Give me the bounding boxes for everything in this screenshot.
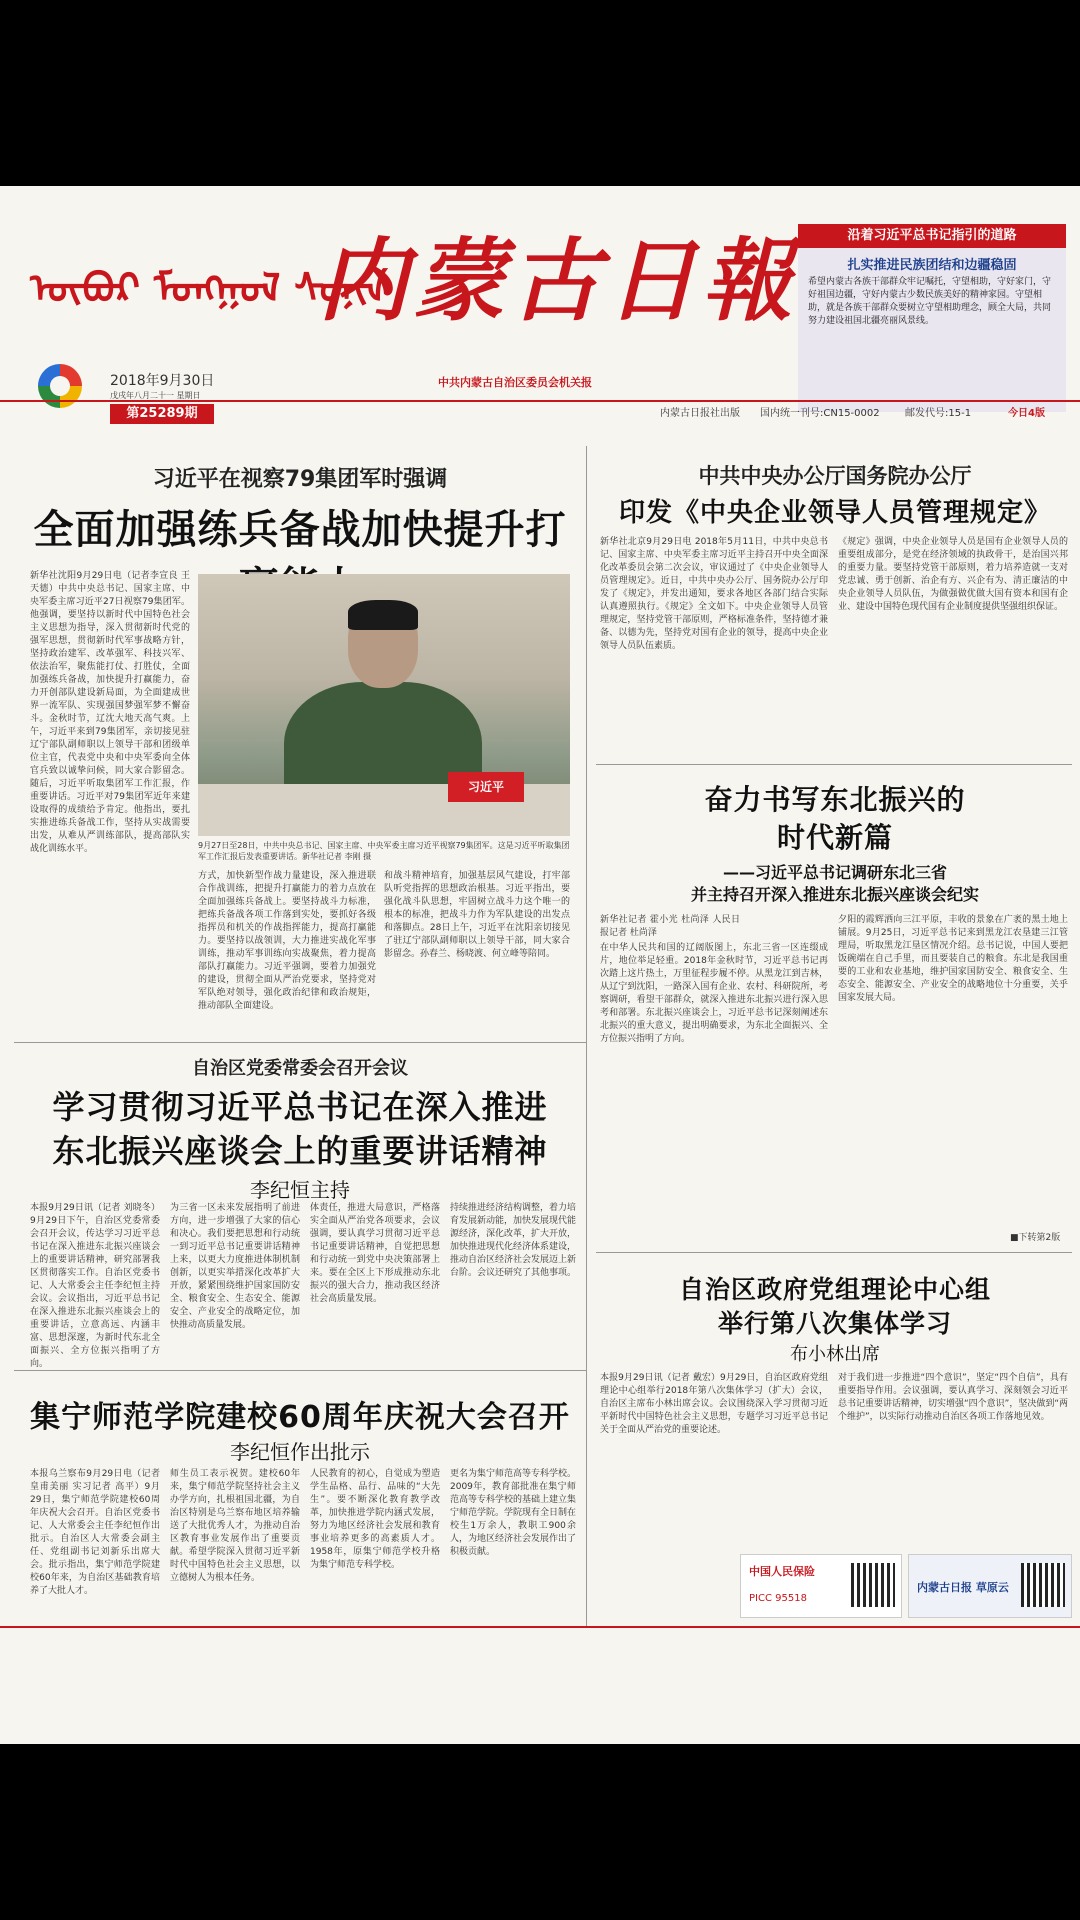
mid-column-4: 持续推进经济结构调整，着力培育发展新动能，加快发展现代能源经济，深化改革，扩大开放，加快推进现代化经济体系建设，推动自治区经济社会发展迈上新台阶。会议还研究了其他事项。 <box>450 1203 577 1278</box>
right2-byline: 新华社记者 霍小光 杜尚泽 人民日报记者 杜尚泽 <box>600 915 740 938</box>
right2-subtitle-2: 并主持召开深入推进东北振兴座谈会纪实 <box>690 885 979 904</box>
lead-photo <box>198 574 570 836</box>
cn-number: 国内统一刊号:CN15-0002 <box>760 408 880 419</box>
nameplate: 习近平 <box>448 772 524 802</box>
mid-headline-2: 东北振兴座谈会上的重要讲话精神 <box>52 1132 548 1170</box>
ad-insurance-name: 中国人民保险 <box>749 1565 815 1578</box>
section-rule <box>14 1042 586 1043</box>
mid-kicker: 自治区党委常委会召开会议 <box>192 1058 408 1079</box>
right1-column-2: 《规定》强调，中央企业领导人员是国有企业领导人员的重要组成部分，是党在经济领域的执政骨干，是治国兴邦的重要力量。要坚持党管干部原则，着力培养造就一支对党忠诚、勇于创新、治企有方、兴企有为、清正廉洁的中央企业领导人员队伍，为做强做优做大国有资本和国有企业、建设中国特色现代国有企业制度提供坚强组织保证。 <box>838 537 1068 612</box>
right3-subtitle: 布小林出席 <box>790 1344 880 1365</box>
bottom-column-4: 更名为集宁师范高等专科学校。2009年，教育部批准在集宁师范高等专科学校的基础上建立集宁师范学院。学院现有全日制在校生1万余人，教职工900余人，为地区经济社会发展作出了积极贡献。 <box>450 1469 577 1557</box>
sidebox-text: 希望内蒙古各族干部群众牢记嘱托，守望相助，守好家门，守好祖国边疆，守好内蒙古少数民族美好的精神家园。守望相助，就是各族干部群众要树立守望相助理念，顾全大局，共同努力建设祖国北疆亮丽风景线。 <box>808 277 1052 326</box>
ad-newspaper <box>908 1554 1072 1618</box>
section-rule <box>596 1252 1072 1253</box>
photo-caption: 9月27日至28日，中共中央总书记、国家主席、中央军委主席习近平视察79集团军。这是习近平听取集团军工作汇报后发表重要讲话。新华社记者 李刚 摄 <box>198 841 570 861</box>
ad-insurance <box>740 1554 902 1618</box>
right3-column-2: 对于我们进一步推进“四个意识”，坚定“四个自信”，具有重要指导作用。会议强调，要认真学习、深刻领会习近平总书记重要讲话精神，切实增强“四个意识”，坚决做到“两个维护”，以实际行动推动自治区各项工作落地见效。 <box>838 1373 1068 1422</box>
right1-column-1: 新华社北京9月29日电 2018年5月11日，中共中央总书记、国家主席、中央军委主席习近平主持召开中央全面深化改革委员会第二次会议，审议通过了《中央企业领导人员管理规定》。近日，中共中央办公厅、国务院办公厅印发了《规定》，并发出通知，要求各地区各部门结合实际认真遵照执行。《规定》全文如下。中央企业领导人员管理规定，坚持党管干部原则，严格标准条件，坚持德才兼备、以德为先，坚持党对国有企业的领导，提高中央企业领导人员队伍素质。 <box>600 537 828 651</box>
page-count: 今日4版 <box>1008 408 1045 419</box>
footer-rule <box>0 1626 1080 1628</box>
mongolian-title: ᠥᠪᠥᠷ ᠮᠣᠩᠭᠣᠯ ᠰᠣᠨᠢᠨ <box>30 265 388 312</box>
bottom-column-2: 师生员工表示祝贺。建校60年来，集宁师范学院坚持社会主义办学方向，扎根祖国北疆，为自治区特别是乌兰察布地区培养输送了大批优秀人才，为推动自治区教育事业发展作出了重要贡献。希望学院深入贯彻习近平新时代中国特色社会主义思想，以立德树人为根本任务。 <box>170 1469 300 1583</box>
right2-headline-1: 奋力书写东北振兴的 <box>704 783 966 816</box>
lunar-date: 戊戌年八月二十一 星期日 <box>110 391 201 400</box>
right3-column-1: 本报9月29日讯（记者 戴宏）9月29日，自治区政府党组理论中心组举行2018年第八次集体学习（扩大）会议，自治区主席布小林出席会议。会议围绕深入学习贯彻习近平新时代中国特色社会主义思想，专题学习习近平总书记关于全面从严治党的重要论述。 <box>600 1373 828 1435</box>
ad-newspaper-name: 内蒙古日报 草原云 <box>917 1581 1009 1594</box>
newspaper-title: 内蒙古日報 <box>318 228 798 334</box>
sidebox-heading: 沿着习近平总书记指引的道路 <box>798 224 1066 248</box>
mid-column-3: 体责任，推进大局意识，严格落实全面从严治党各项要求，会议强调，要认真学习贯彻习近平总书记重要讲话精神，自觉把思想和行动统一到党中央决策部署上来。要在全区上下形成推动东北振兴的强大合力，推动我区经济社会高质量发展。 <box>310 1203 440 1304</box>
right2-column-2: 夕阳的霞辉洒向三江平原，丰收的景象在广袤的黑土地上铺展。9月25日，习近平总书记来到黑龙江农垦建三江管理局，听取黑龙江垦区情况介绍。总书记说，中国人要把饭碗端在自己手里，而且要装自己的粮食。东北是我国重要的工业和农业基地，维护国家国防安全、粮食安全、生态安全、能源安全、产业安全的战略地位十分重要，关乎国家发展大局。 <box>838 915 1068 1003</box>
mid-column-1: 本报9月29日讯（记者 刘晓冬）9月29日下午，自治区党委常委会召开会议，传达学习习近平总书记在深入推进东北振兴座谈会上的重要讲话精神，研究部署我区贯彻落实工作。自治区党委书记、人大常委会主任李纪恒主持会议。会议指出，习近平总书记在深入推进东北振兴座谈会上的重要讲话，立意高远、内涵丰富、思想深邃，为新时代东北全面振兴、全方位振兴指明了方向。 <box>30 1203 160 1369</box>
right2-headline-2: 时代新篇 <box>776 821 893 854</box>
newspaper-page <box>0 186 1080 1744</box>
lead-column-1: 新华社沈阳9月29日电（记者李宣良 王天德）中共中央总书记、国家主席、中央军委主席习近平27日视察79集团军。他强调，要坚持以新时代中国特色社会主义思想为指导，深入贯彻新时代党的强军思想，贯彻新时代军事战略方针，坚持政治建军、改革强军、科技兴军、依法治军，聚焦能打仗、打胜仗，全面加强练兵备战，加快提升打赢能力，奋力开创部队建设新局面，为全面建成世界一流军队、实现强国梦强军梦不懈奋斗。金秋时节，辽沈大地天高气爽。上午，习近平来到79集团军，亲切接见驻辽宁部队副师职以上领导干部和团级单位主官，代表党中央和中央军委向全体官兵致以诚挚问候，同大家合影留念。随后，习近平听取集团军工作汇报，作重要讲话。习近平对79集团军近年来建设取得的成绩给予肯定。他指出，要扎实推进练兵备战工作，坚持从实战需要出发，从难从严训练部队，提高部队实战化训练水平。 <box>30 571 190 854</box>
ad-insurance-phone: PICC 95518 <box>749 1593 807 1604</box>
bottom-headline: 集宁师范学院建校60周年庆祝大会召开 <box>30 1400 570 1435</box>
postal-code: 邮发代号:15-1 <box>905 408 972 419</box>
lead-column-3: 和战斗精神培育，加强基层风气建设，打牢部队听党指挥的思想政治根基。习近平指出，要强化战斗队思想，牢固树立战斗力这个唯一的根本的标准，把战斗力作为军队建设的出发点和落脚点。28日上午，习近平在沈阳亲切接见了驻辽宁部队副师职以上领导干部，同大家合影留念。孙春兰、杨晓渡、何立峰等陪同。 <box>384 871 570 959</box>
mid-subtitle: 李纪恒主持 <box>250 1178 350 1202</box>
hair-shape <box>348 600 418 630</box>
right1-kicker: 中共中央办公厅国务院办公厅 <box>698 464 972 488</box>
bottom-column-1: 本报乌兰察布9月29日电（记者 皇甫美丽 实习记者 高平）9月29日，集宁师范学院建校60周年庆祝大会召开。自治区党委书记、人大常委会主任李纪恒作出批示。自治区人大常委会副主任、党组副书记刘新乐出席大会。批示指出，集宁师范学院建校60年来，为自治区基础教育培养了大批人才。 <box>30 1469 160 1596</box>
lead-headline: 全面加强练兵备战加快提升打 <box>33 507 567 553</box>
right3-headline-2: 举行第八次集体学习 <box>717 1309 952 1338</box>
issue-number: 第25289期 <box>110 404 214 424</box>
ads-strip <box>740 1554 1070 1616</box>
lead-kicker: 习近平在视察79集团军时强调 <box>152 467 448 492</box>
bottom-subtitle: 李纪恒作出批示 <box>230 1440 370 1464</box>
mid-headline-1: 学习贯彻习近平总书记在深入推进 <box>52 1088 548 1126</box>
mid-column-2: 为三省一区未来发展指明了前进方向，进一步增强了大家的信心和决心。我们要把思想和行动统一到习近平总书记重要讲话精神上来，以更大力度推进体制机制创新，以更实举措深化改革扩大开放，紧紧围绕维护国家国防安全、粮食安全、生态安全、能源安全、产业安全的战略定位，加快推动高质量发展。 <box>170 1203 300 1330</box>
sidebox-subheading: 扎实推进民族团结和边疆稳固 <box>847 258 1017 273</box>
column-divider <box>586 446 587 1626</box>
right3-headline-1: 自治区政府党组理论中心组 <box>678 1275 991 1304</box>
info-bar <box>0 400 1080 422</box>
right1-headline: 印发《中央企业领导人员管理规定》 <box>618 498 1051 528</box>
section-rule <box>596 764 1072 765</box>
section-rule <box>14 1370 586 1371</box>
issue-date: 2018年9月30日 <box>110 373 215 389</box>
publisher: 内蒙古日报社出版 <box>660 408 740 419</box>
bottom-column-3: 人民教育的初心，自觉成为塑造学生品格、品行、品味的“大先生”。要不断深化教育教学改革，加快推进学院内涵式发展，努力为地区经济社会发展和教育事业培养更多的高素质人才。1958年，原集宁师范学校升格为集宁师范专科学校。 <box>310 1469 440 1570</box>
qr-code-icon <box>1021 1563 1065 1607</box>
masthead-sidebox <box>798 224 1066 412</box>
continued-note: ■下转第2版 <box>1010 1233 1061 1243</box>
right2-column-1: 在中华人民共和国的辽阔版图上，东北三省一区连缀成片，地位举足轻重。2018年金秋时节，习近平总书记再次踏上这片热土，万里征程步履不停。从黑龙江到吉林，从辽宁到沈阳，一路深入国有企业、农村、科研院所，考察调研，看望干部群众，就深入推进东北振兴进行深入思考和部署。东北振兴座谈会上，习近平总书记深刻阐述东北振兴的重大意义，提出明确要求，为东北全面振兴、全方位振兴指明了方向。 <box>600 943 828 1044</box>
right2-subtitle-1: ——习近平总书记调研东北三省 <box>722 863 947 882</box>
sponsor-line: 中共内蒙古自治区委员会机关报 <box>438 376 592 389</box>
qr-code-icon <box>851 1563 895 1607</box>
lead-column-2: 方式，加快新型作战力量建设，深入推进联合作战训练，把提升打赢能力的着力点放在全面加强练兵备战上。要坚持战斗力标准，把练兵备战各项工作落到实处，要抓好各级指挥员和机关的作战指挥能力，提高打赢能力。要坚持以战领训，大力推进实战化军事训练，推动军事训练向实战聚焦，着力提高部队打赢能力。习近平强调，要着力加强党的建设，贯彻全面从严治党要求，坚持党对军队绝对领导，强化政治纪律和政治规矩，推动部队全面建设。 <box>198 871 376 1011</box>
